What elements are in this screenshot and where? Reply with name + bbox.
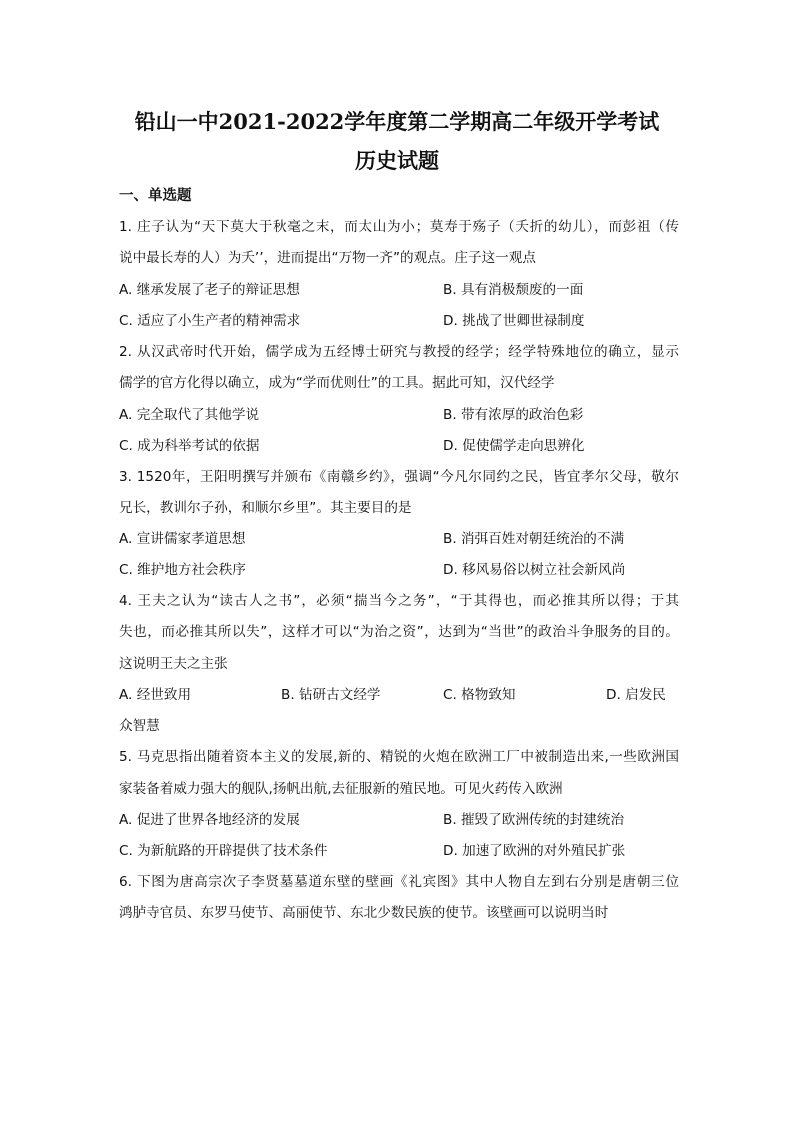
question-2-option-c: C. 成为科举考试的依据 bbox=[119, 438, 260, 454]
question-2-stem-line-2: 儒学的官方化得以确立，成为“学而优则仕”的工具。据此可知，汉代经学 bbox=[119, 375, 555, 391]
question-5-stem-line-2: 家装备着威力强大的舰队,扬帆出航,去征服新的殖民地。可见火药传入欧洲 bbox=[119, 781, 563, 797]
question-2-option-a: A. 完全取代了其他学说 bbox=[119, 407, 260, 423]
exam-title: 铅山一中2021-2022学年度第二学期高二年级开学考试 bbox=[134, 109, 660, 134]
question-5-stem-line-1: 5. 马克思指出随着资本主义的发展,新的、精锐的火炮在欧洲工厂中被制造出来,一些欧洲国 bbox=[119, 749, 679, 765]
question-3-option-c: C. 维护地方社会秩序 bbox=[119, 562, 246, 578]
question-4-stem-line-3: 这说明王夫之主张 bbox=[119, 656, 228, 672]
question-6-stem-line-2: 鸿胪寺官员、东罗马使节、高丽使节、东北少数民族的使节。该壁画可以说明当时 bbox=[119, 905, 609, 921]
question-1-option-a: A. 继承发展了老子的辩证思想 bbox=[119, 282, 300, 298]
question-4-option-a: A. 经世致用 bbox=[119, 687, 192, 703]
question-3-option-d: D. 移风易俗以树立社会新风尚 bbox=[443, 562, 626, 578]
question-2-stem-line-1: 2. 从汉武帝时代开始，儒学成为五经博士研究与教授的经学；经学特殊地位的确立，显示 bbox=[119, 344, 679, 360]
question-1-option-c: C. 适应了小生产者的精神需求 bbox=[119, 313, 301, 329]
question-1-option-b: B. 具有消极颓废的一面 bbox=[443, 282, 584, 298]
question-3-stem-line-2: 兄长，教训尔子孙，和顺尔乡里”。其主要目的是 bbox=[119, 500, 412, 516]
question-4-option-c: C. 格物致知 bbox=[443, 687, 516, 703]
question-1-stem-line-1: 1. 庄子认为“天下莫大于秋毫之末，而太山为小；莫寿于殇子（夭折的幼儿），而彭祖（传 bbox=[119, 219, 679, 235]
question-2-option-d: D. 促使儒学走向思辨化 bbox=[443, 438, 585, 454]
question-3-stem-line-1: 3. 1520年，王阳明撰写并颁布《南赣乡约》，强调“今凡尔同约之民，皆宜孝尔父母，敬尔 bbox=[119, 469, 679, 485]
question-4-option-d: D. 启发民 bbox=[606, 687, 666, 703]
question-5-option-c: C. 为新航路的开辟提供了技术条件 bbox=[119, 843, 328, 859]
question-4-option-d-continuation: 众智慧 bbox=[119, 718, 160, 734]
question-3-option-a: A. 宣讲儒家孝道思想 bbox=[119, 531, 246, 547]
question-4-stem-line-1: 4. 王夫之认为“读古人之书”，必须“揣当今之务”，“于其得也，而必推其所以得；于其 bbox=[119, 593, 679, 609]
question-5-option-d: D. 加速了欧洲的对外殖民扩张 bbox=[443, 843, 626, 859]
question-5-option-b: B. 摧毁了欧洲传统的封建统治 bbox=[443, 812, 625, 828]
section-heading: 一、单选题 bbox=[119, 188, 192, 204]
question-6-stem-line-1: 6. 下图为唐高宗次子李贤墓墓道东壁的壁画《礼宾图》其中人物自左到右分别是唐朝三位 bbox=[119, 874, 679, 890]
question-5-option-a: A. 促进了世界各地经济的发展 bbox=[119, 812, 300, 828]
question-3-option-b: B. 消弭百姓对朝廷统治的不满 bbox=[443, 531, 625, 547]
question-1-option-d: D. 挑战了世卿世禄制度 bbox=[443, 313, 585, 329]
exam-subtitle: 历史试题 bbox=[355, 148, 439, 173]
question-4-option-b: B. 钻研古文经学 bbox=[281, 687, 381, 703]
question-2-option-b: B. 带有浓厚的政治色彩 bbox=[443, 407, 584, 423]
question-1-stem-line-2: 说中最长寿的人）为夭’’，进而提出“万物一齐”的观点。庄子这一观点 bbox=[119, 250, 536, 266]
question-4-stem-line-2: 失也，而必推其所以失”，这样才可以“为治之资”，达到为“当世”的政治斗争服务的目的。 bbox=[119, 624, 679, 640]
